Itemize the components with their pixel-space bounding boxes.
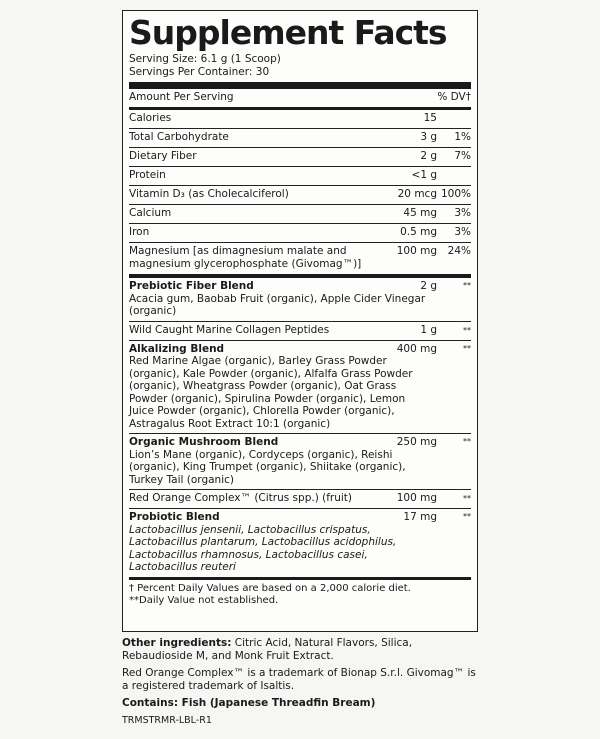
probiotic-blend: Probiotic Blend 17 mg ** Lactobacillus jensenii, Lactobacillus crispatus, Lactobacillus plantarum, Lactobacillus acidophilus, Lactobacillus rhamnosus, Lactobacillus casei, Lactobacillus reuteri — [129, 509, 471, 580]
footnotes — [129, 580, 471, 608]
alkalizing-blend: Alkalizing Blend 400 mg ** Red Marine Algae (organic), Barley Grass Powder (organic), Kale Powder (organic), Alfalfa Grass Powder (organic), Wheatgrass Powder (organic), Oat Grass Powder (organic), Spirulina Powder (organic), Lemon Juice Powder (organic), Chlorella Powder (organic), Astragalus Root Extract 10:1 (organic) — [129, 341, 471, 435]
dv-header: % DV† — [437, 91, 471, 103]
trademark-note: Red Orange Complex™ is a trademark of Bionap S.r.l. Givomag™ is a registered trademark of Isaltis. — [122, 667, 476, 692]
nutrient-row: Vitamin D₃ (as Cholecalciferol) 20 mcg 100% — [129, 186, 471, 205]
label-code: TRMSTRMR-LBL-R1 — [122, 715, 212, 726]
red-orange-row: Red Orange Complex™ (Citrus spp.) (fruit) 100 mg ** — [129, 490, 471, 509]
header-row — [129, 89, 471, 110]
prebiotic-blend: Prebiotic Fiber Blend 2 g ** Acacia gum, Baobab Fruit (organic), Apple Cider Vinegar (organic) — [129, 278, 471, 322]
mushroom-blend: Organic Mushroom Blend 250 mg ** Lion’s Mane (organic), Cordyceps (organic), Reishi (organic), King Trumpet (organic), Shiitake (organic), Turkey Tail (organic) — [129, 434, 471, 490]
allergen-contains: Contains: Fish (Japanese Threadfin Bream) — [122, 697, 376, 709]
servings-per-container: Servings Per Container: 30 — [129, 66, 270, 78]
thick-divider — [129, 82, 471, 89]
nutrient-row: Protein <1 g — [129, 167, 471, 186]
collagen-row: Wild Caught Marine Collagen Peptides 1 g ** — [129, 322, 471, 341]
supplement-facts-panel — [122, 10, 478, 632]
footnote-not-established: **Daily Value not established. — [129, 595, 279, 606]
nutrient-row: Calcium 45 mg 3% — [129, 205, 471, 224]
nutrient-row: Total Carbohydrate 3 g 1% — [129, 129, 471, 148]
serving-size: Serving Size: 6.1 g (1 Scoop) — [129, 53, 281, 65]
nutrient-row: Calories 15 — [129, 110, 471, 129]
other-ingredients: Other ingredients: Citric Acid, Natural Flavors, Silica, Rebaudioside M, and Monk Fruit Extract. — [122, 637, 413, 662]
label-footer — [122, 637, 478, 731]
footnote-dv: † Percent Daily Values are based on a 2,000 calorie diet. — [129, 582, 411, 594]
nutrient-row: Dietary Fiber 2 g 7% — [129, 148, 471, 167]
nutrient-row: Magnesium [as dimagnesium malate and magnesium glycerophosphate (Givomag™)] 100 mg 24% — [129, 243, 471, 278]
amount-per-serving: Amount Per Serving — [129, 91, 234, 103]
nutrient-row: Iron 0.5 mg 3% — [129, 224, 471, 243]
panel-title: Supplement Facts — [129, 13, 447, 52]
